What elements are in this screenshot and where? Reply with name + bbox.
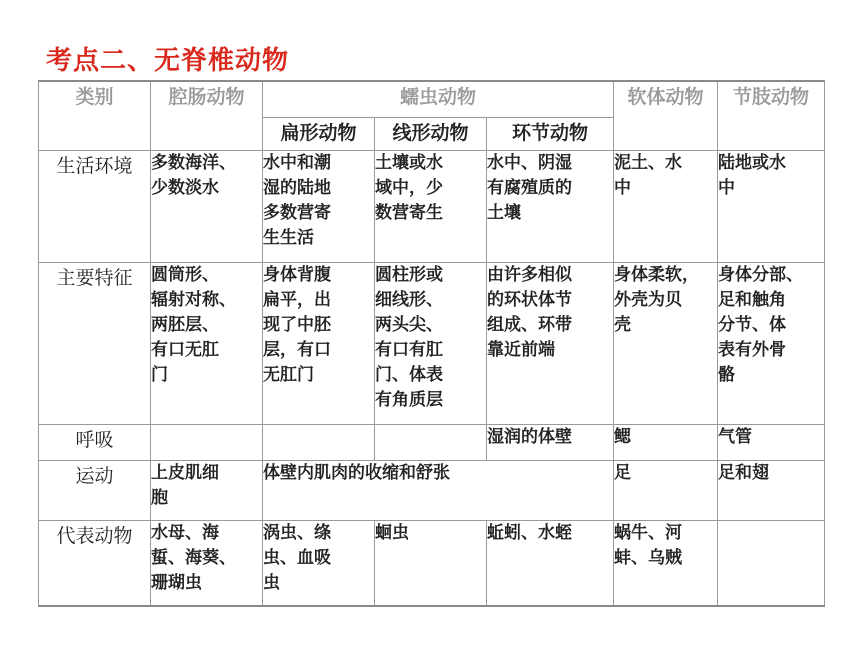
table-cell bbox=[263, 424, 375, 460]
table-cell: 由许多相似 的环状体节 组成、环带 靠近前端 bbox=[487, 262, 614, 424]
header-worm-group: 蠕虫动物 bbox=[263, 81, 614, 117]
table-cell: 土壤或水 域中，少 数营寄生 bbox=[375, 150, 487, 262]
table-cell: 圆筒形、 辐射对称、 两胚层、 有口无肛 门 bbox=[151, 262, 263, 424]
table-cell: 蜗牛、河 蚌、乌贼 bbox=[614, 520, 718, 606]
header-roundworm: 线形动物 bbox=[375, 117, 487, 150]
table-row-movement bbox=[39, 460, 825, 520]
table-cell: 泥土、水 中 bbox=[614, 150, 718, 262]
table-row-habitat bbox=[39, 150, 825, 262]
row-label: 代表动物 bbox=[39, 520, 151, 606]
table-row-examples bbox=[39, 520, 825, 606]
header-category: 类别 bbox=[39, 81, 151, 150]
row-label: 运动 bbox=[39, 460, 151, 520]
table-cell: 水母、海 蜇、海葵、 珊瑚虫 bbox=[151, 520, 263, 606]
table-cell: 体壁内肌肉的收缩和舒张 bbox=[263, 460, 614, 520]
row-label: 呼吸 bbox=[39, 424, 151, 460]
header-annelid: 环节动物 bbox=[487, 117, 614, 150]
table-cell: 多数海洋、 少数淡水 bbox=[151, 150, 263, 262]
header-coelenterate: 腔肠动物 bbox=[151, 81, 263, 150]
table-cell: 鳃 bbox=[614, 424, 718, 460]
invertebrate-table bbox=[38, 80, 825, 607]
page-title: 考点二、无脊椎动物 bbox=[46, 46, 290, 76]
table-cell: 湿润的体壁 bbox=[487, 424, 614, 460]
table-cell: 身体背腹 扁平，出 现了中胚 层，有口 无肛门 bbox=[263, 262, 375, 424]
table-cell: 蚯蚓、水蛭 bbox=[487, 520, 614, 606]
header-row-1 bbox=[39, 81, 825, 117]
table-row-respiration bbox=[39, 424, 825, 460]
table-cell: 涡虫、绦 虫、血吸 虫 bbox=[263, 520, 375, 606]
table-cell: 气管 bbox=[718, 424, 825, 460]
table-cell: 圆柱形或 细线形、 两头尖、 有口有肛 门、体表 有角质层 bbox=[375, 262, 487, 424]
table-row-features bbox=[39, 262, 825, 424]
table-cell bbox=[718, 520, 825, 606]
table-cell: 陆地或水 中 bbox=[718, 150, 825, 262]
table-cell: 蛔虫 bbox=[375, 520, 487, 606]
table-cell: 足和翅 bbox=[718, 460, 825, 520]
table-cell: 足 bbox=[614, 460, 718, 520]
row-label: 主要特征 bbox=[39, 262, 151, 424]
header-flatworm: 扁形动物 bbox=[263, 117, 375, 150]
table-cell: 上皮肌细 胞 bbox=[151, 460, 263, 520]
row-label: 生活环境 bbox=[39, 150, 151, 262]
table-cell bbox=[151, 424, 263, 460]
table-cell: 水中、阴湿 有腐殖质的 土壤 bbox=[487, 150, 614, 262]
header-mollusk: 软体动物 bbox=[614, 81, 718, 150]
header-arthropod: 节肢动物 bbox=[718, 81, 825, 150]
table-cell: 身体分部、 足和触角 分节、体 表有外骨 骼 bbox=[718, 262, 825, 424]
table-cell: 水中和潮 湿的陆地 多数营寄 生生活 bbox=[263, 150, 375, 262]
table-cell bbox=[375, 424, 487, 460]
table-cell: 身体柔软， 外壳为贝 壳 bbox=[614, 262, 718, 424]
